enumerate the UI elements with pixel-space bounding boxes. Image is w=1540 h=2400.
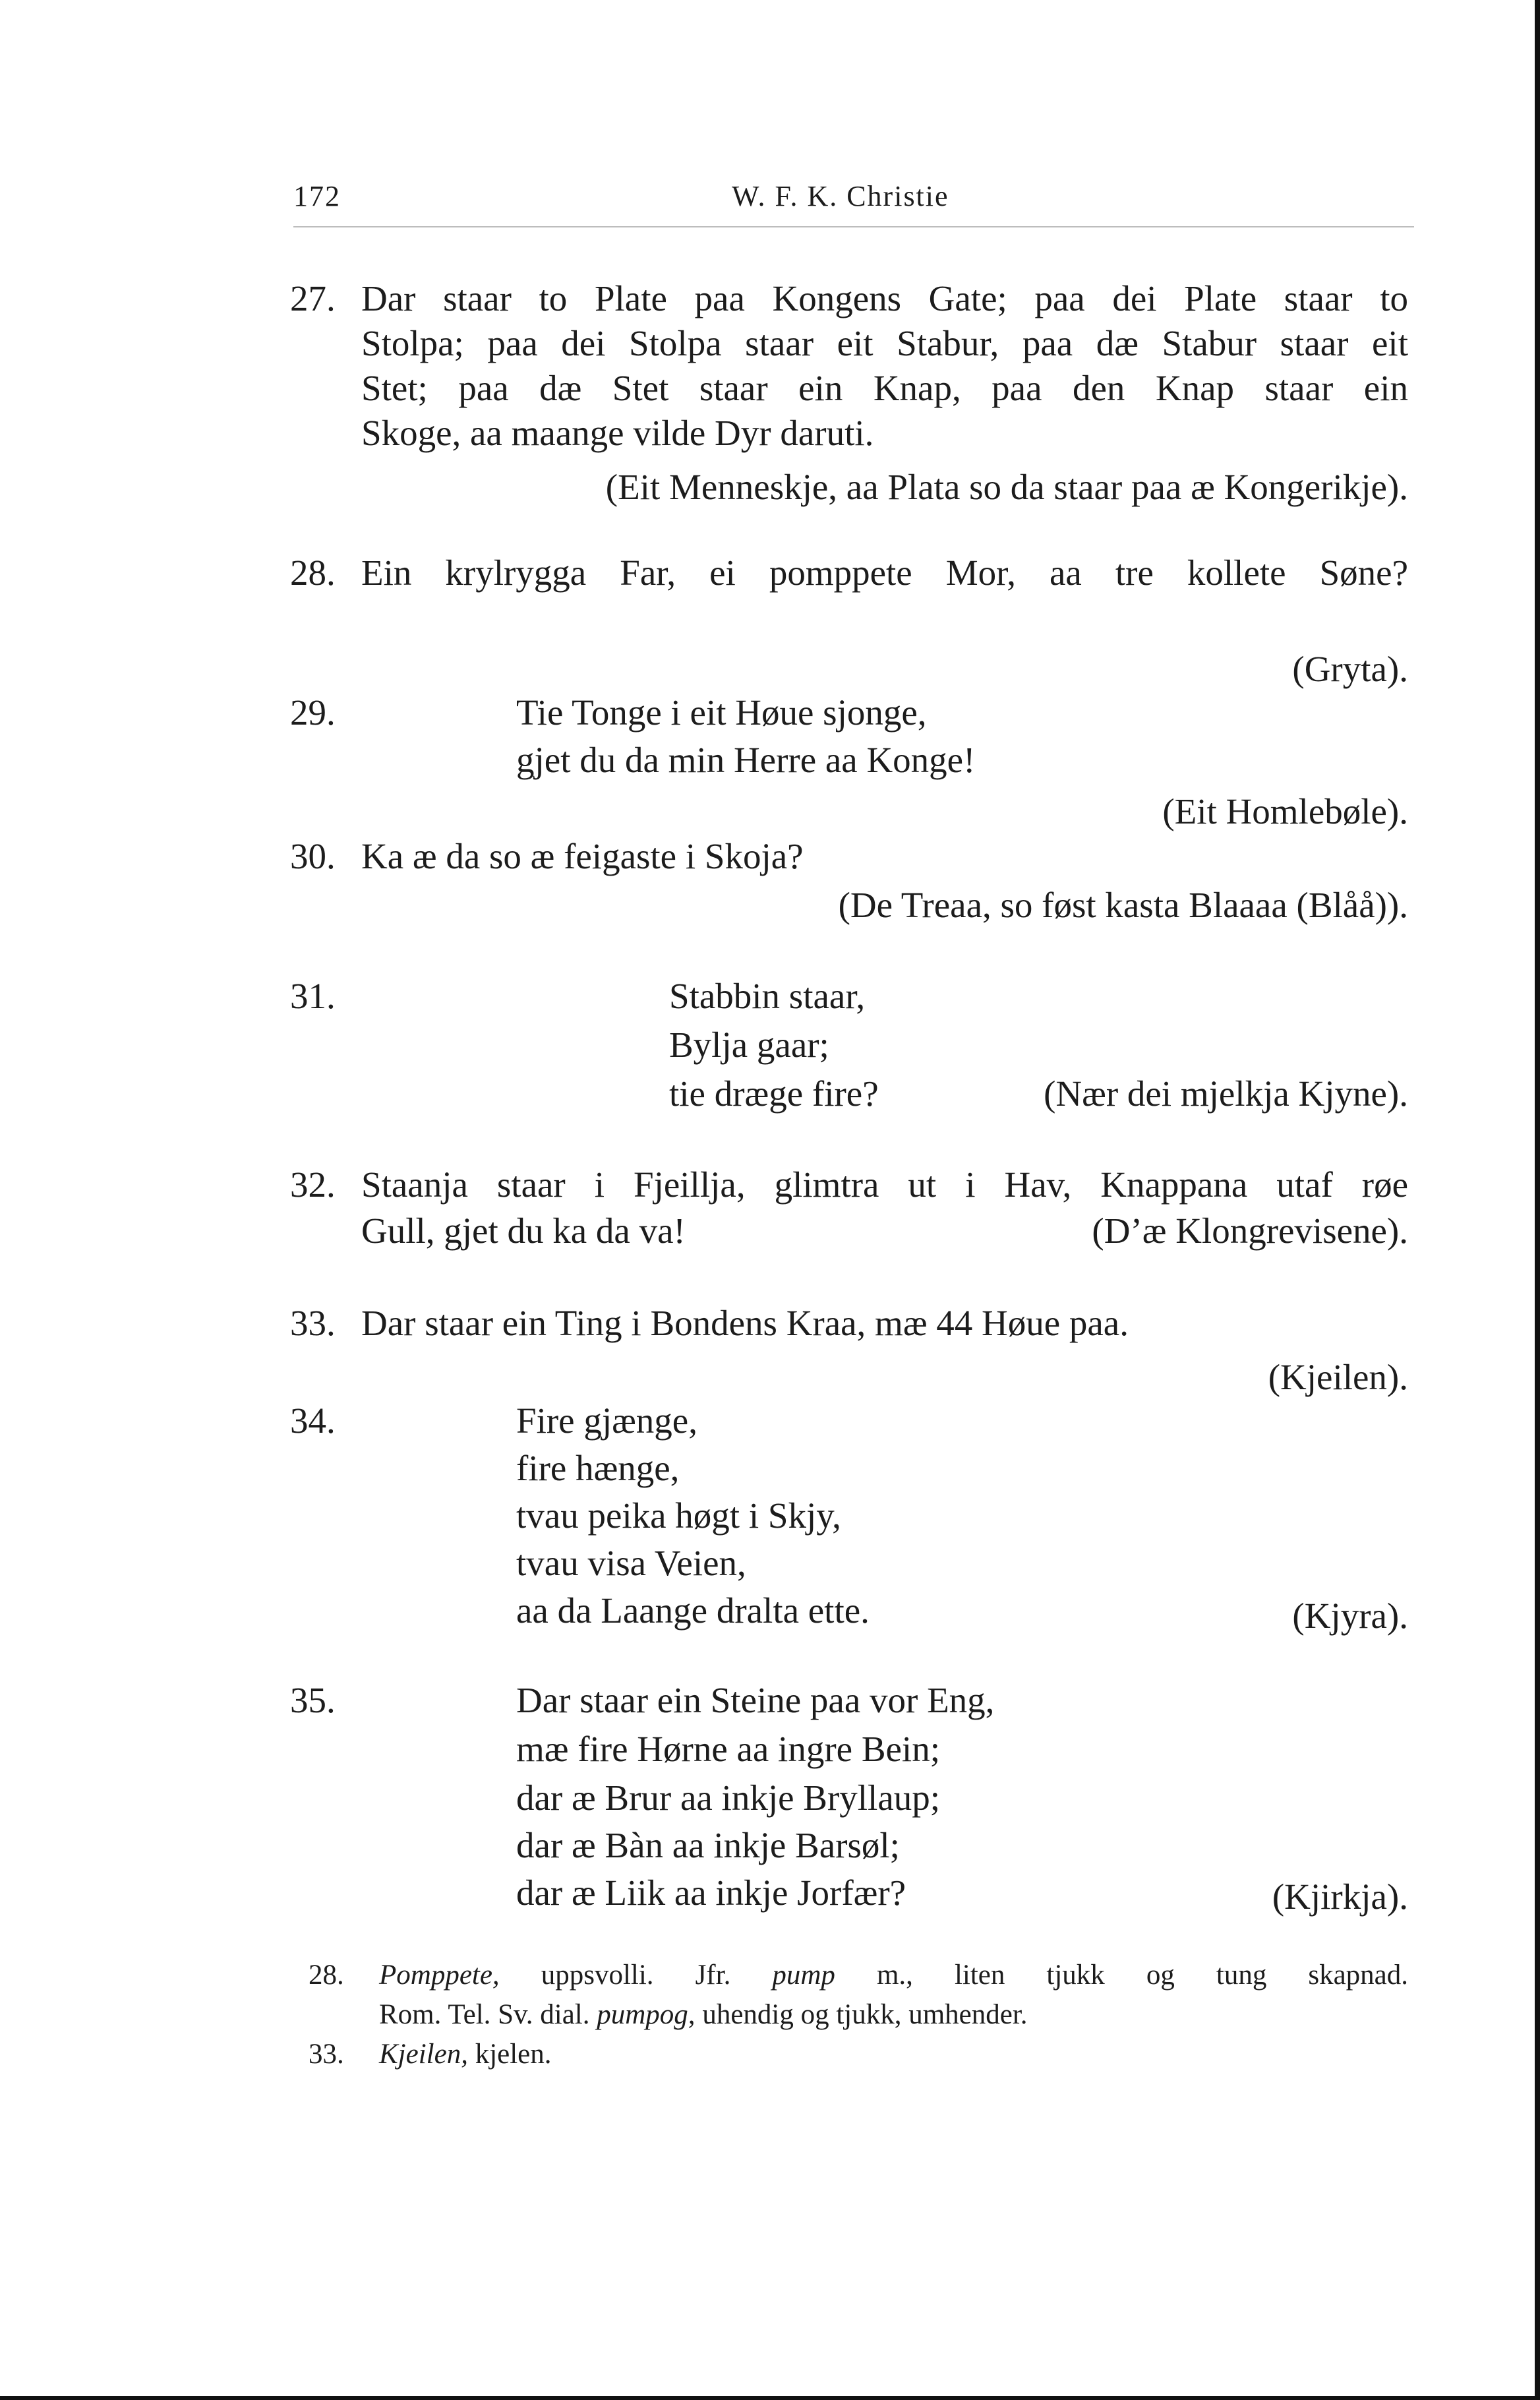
riddle-answer: (Nær dei mjelkja Kjyne). [1044,1073,1408,1114]
riddle-line: Dar staar ein Steine paa vor Eng, [516,1680,995,1720]
riddle-line: Tie Tonge i eit Høue sjonge, [516,692,927,733]
riddle-number: 32. [290,1164,336,1205]
riddle-line: Staanja staar i Fjeillja, glimtra ut i Hav, Knappana utaf røe [361,1164,1408,1205]
footnote-text: m., liten tjukk og tung skapnad. [835,1960,1409,1991]
header-rule [293,226,1414,227]
footnote-term: pump [772,1960,835,1991]
footnote-line [379,1958,1408,1993]
riddle-answer: (D’æ Klongrevisene). [1092,1211,1408,1251]
riddle-line: mæ fire Hørne aa ingre Bein; [516,1729,940,1769]
riddle-line: dar æ Liik aa inkje Jorfær? [516,1873,906,1913]
page-edge [1535,0,1540,2400]
riddle-line: Fire gjænge, [516,1400,697,1441]
footnote-number: 28. [309,1960,344,1991]
riddle-number: 30. [290,836,336,876]
riddle-line: Dar staar ein Ting i Bondens Kraa, mæ 44 Høue paa. [361,1303,1129,1343]
footnote-term: Pomppete, [379,1960,500,1991]
running-title: W. F. K. Christie [732,180,949,212]
footnote-text: kjelen. [467,2039,552,2070]
riddle-answer: (De Treaa, so føst kasta Blaaaa (Blåå)). [838,885,1408,925]
footnote-text: uppsvolli. Jfr. [499,1960,773,1991]
footnote-term: Kjeilen, [379,2039,468,2070]
riddle-number: 33. [290,1303,336,1343]
riddle-number: 31. [290,976,336,1016]
riddle-line: Skoge, aa maange vilde Dyr daruti. [361,413,874,453]
riddle-line: Ein krylrygga Far, ei pomppete Mor, aa tre kollete Søne? [361,553,1408,593]
riddle-number: 34. [290,1400,336,1441]
riddle-line: tvau peika høgt i Skjy, [516,1495,841,1536]
riddle-line: Bylja gaar; [669,1025,829,1065]
riddle-line: Gull, gjet du ka da va! [361,1211,686,1251]
riddle-number: 27. [290,278,336,318]
footnote-term: pumpog, [597,1999,696,2030]
riddle-line: tie dræge fire? [669,1073,879,1114]
footnote-line [379,1998,1028,2032]
riddle-line: dar æ Bàn aa inkje Barsøl; [516,1825,900,1865]
riddle-answer: (Kjirkja). [1272,1876,1408,1917]
page-bottom-edge [0,2396,1540,2400]
riddle-answer: (Gryta). [1292,649,1408,689]
footnote-line [379,2037,552,2072]
riddle-answer: (Kjyra). [1292,1596,1408,1636]
riddle-number: 35. [290,1680,336,1720]
riddle-line: Stabbin staar, [669,976,866,1016]
riddle-line: Stolpa; paa dei Stolpa staar eit Stabur, paa dæ Stabur staar eit [361,323,1408,363]
riddle-number: 29. [290,692,336,733]
riddle-answer: (Kjeilen). [1268,1357,1408,1397]
riddle-line: aa da Laange dralta ette. [516,1590,870,1631]
riddle-line: Dar staar to Plate paa Kongens Gate; paa dei Plate staar to [361,278,1408,318]
riddle-line: Ka æ da so æ feigaste i Skoja? [361,836,804,876]
riddle-line: fire hænge, [516,1448,680,1488]
footnote-text: uhendig og tjukk, umhender. [695,1999,1028,2030]
riddle-answer: (Eit Homlebøle). [1162,791,1408,831]
riddle-line: dar æ Brur aa inkje Bryllaup; [516,1778,941,1818]
riddle-line: Stet; paa dæ Stet staar ein Knap, paa den Knap staar ein [361,368,1408,408]
footnote-text: Rom. Tel. Sv. dial. [379,1999,597,2030]
page-header [293,179,1414,225]
riddle-number: 28. [290,553,336,593]
riddle-line: gjet du da min Herre aa Konge! [516,740,976,780]
footnote-number: 33. [309,2039,344,2070]
riddle-line: tvau visa Veien, [516,1543,746,1583]
page-number: 172 [293,180,341,212]
riddle-answer: (Eit Menneskje, aa Plata so da staar paa æ Kongerikje). [605,467,1408,507]
